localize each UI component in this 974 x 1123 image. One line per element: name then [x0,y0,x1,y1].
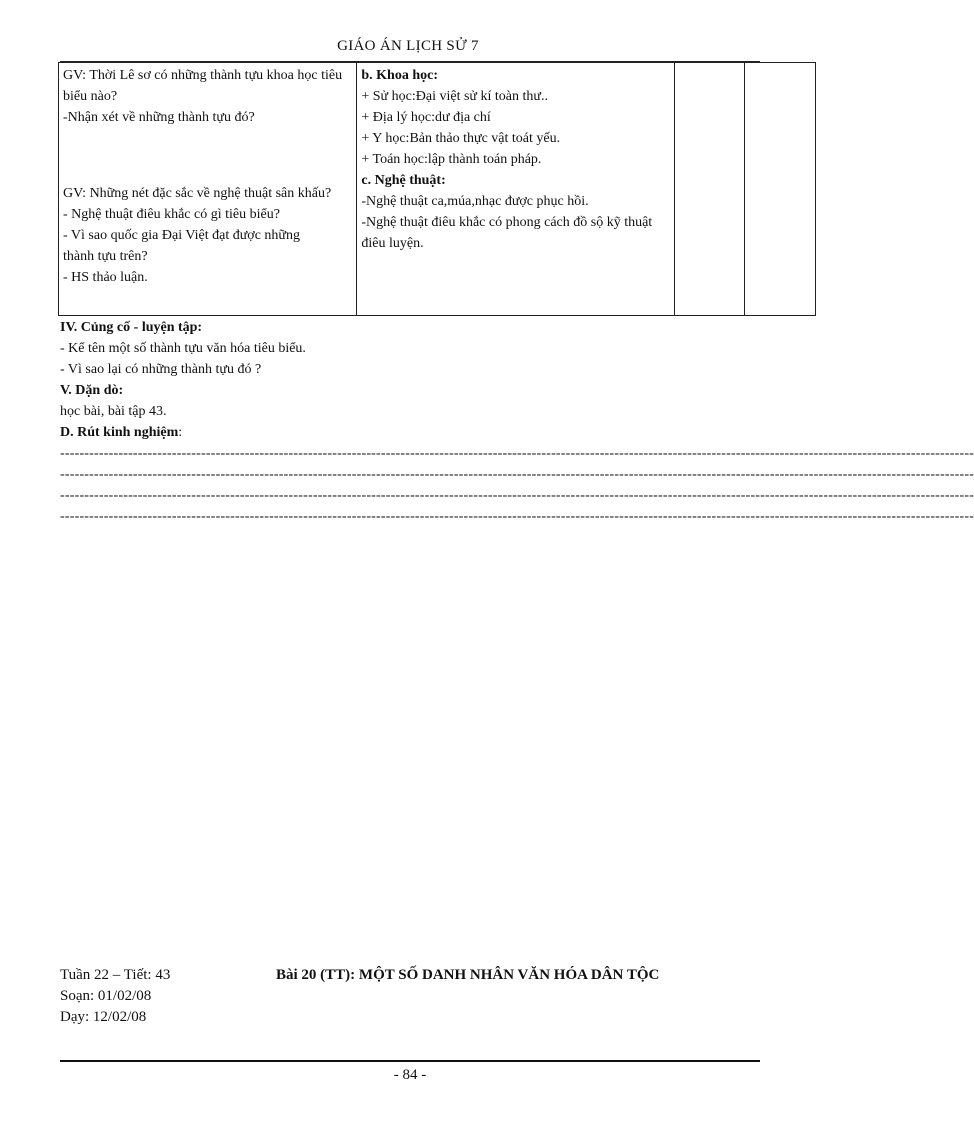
teacher-question-1: GV: Thời Lê sơ có những thành tựu khoa học tiêu biểu nào? [63,68,343,104]
spacer [63,128,352,183]
next-lesson-title: Bài 20 (TT): MỘT SỐ DANH NHÂN VĂN HÓA DÂN TỘC [276,967,660,983]
teacher-question-5: - HS thảo luận. [63,270,148,285]
science-heading: b. Khoa học: [361,68,438,83]
dashed-line: -------------------------------------------------------------------------------------------------------------------------------------------------------------------------------------------- [60,488,974,503]
experience-heading-colon: : [178,425,183,440]
teacher-question-4: - Vì sao quốc gia Đại Việt đạt được những thành tựu trên? [63,228,301,264]
experience-heading: D. Rút kinh nghiệm [60,425,179,440]
prepared-date: Soạn: 01/02/08 [60,988,152,1004]
science-item-2: + Địa lý học:dư địa chí [361,110,491,125]
review-item-2: - Vì sao lại có những thành tựu đó ? [60,362,262,377]
taught-date: Dạy: 12/02/08 [60,1009,147,1025]
lesson-table [58,62,816,316]
review-heading: IV. Củng cố - luyện tập: [60,320,203,335]
teacher-question-3: - Nghệ thuật điêu khắc có gì tiêu biểu? [63,207,280,222]
science-item-3: + Y học:Bản thảo thực vật toát yếu. [361,131,561,146]
science-item-4: + Toán học:lập thành toán pháp. [361,152,542,167]
lesson-closing-section [60,317,974,527]
art-heading: c. Nghệ thuật: [361,173,446,188]
dashed-line: -------------------------------------------------------------------------------------------------------------------------------------------------------------------------------------------- [60,467,974,482]
art-item-2: -Nghệ thuật điêu khắc có phong cách đồ sộ kỹ thuật điêu luyện. [361,215,653,251]
empty-cell [675,63,745,316]
review-item-1: - Kể tên một số thành tựu văn hóa tiêu biểu. [60,341,306,356]
week-period: Tuần 22 – Tiết: 43 [60,967,171,983]
footer-rule [60,1060,760,1062]
art-item-1: -Nghệ thuật ca,múa,nhạc được phục hồi. [361,194,589,209]
table-row [59,63,816,316]
science-item-1: + Sử học:Đại việt sử kí toàn thư.. [361,89,548,104]
dashed-line: -------------------------------------------------------------------------------------------------------------------------------------------------------------------------------------------- [60,446,974,461]
homework-text: học bài, bài tập 43. [60,404,167,419]
empty-cell [744,63,815,316]
lesson-content-cell [357,63,675,316]
teacher-question-1b: -Nhận xét về những thành tựu đó? [63,110,255,125]
teacher-activity-cell [59,63,357,316]
page-header-title: GIÁO ÁN LỊCH SỬ 7 [337,38,479,54]
teacher-question-2: GV: Những nét đặc sắc về nghệ thuật sân khấu? [63,186,332,201]
dashed-line: -------------------------------------------------------------------------------------------------------------------------------------------------------------------------------------------- [60,509,974,524]
page-number: - 84 - [393,1067,427,1083]
homework-heading: V. Dặn dò: [60,383,124,398]
